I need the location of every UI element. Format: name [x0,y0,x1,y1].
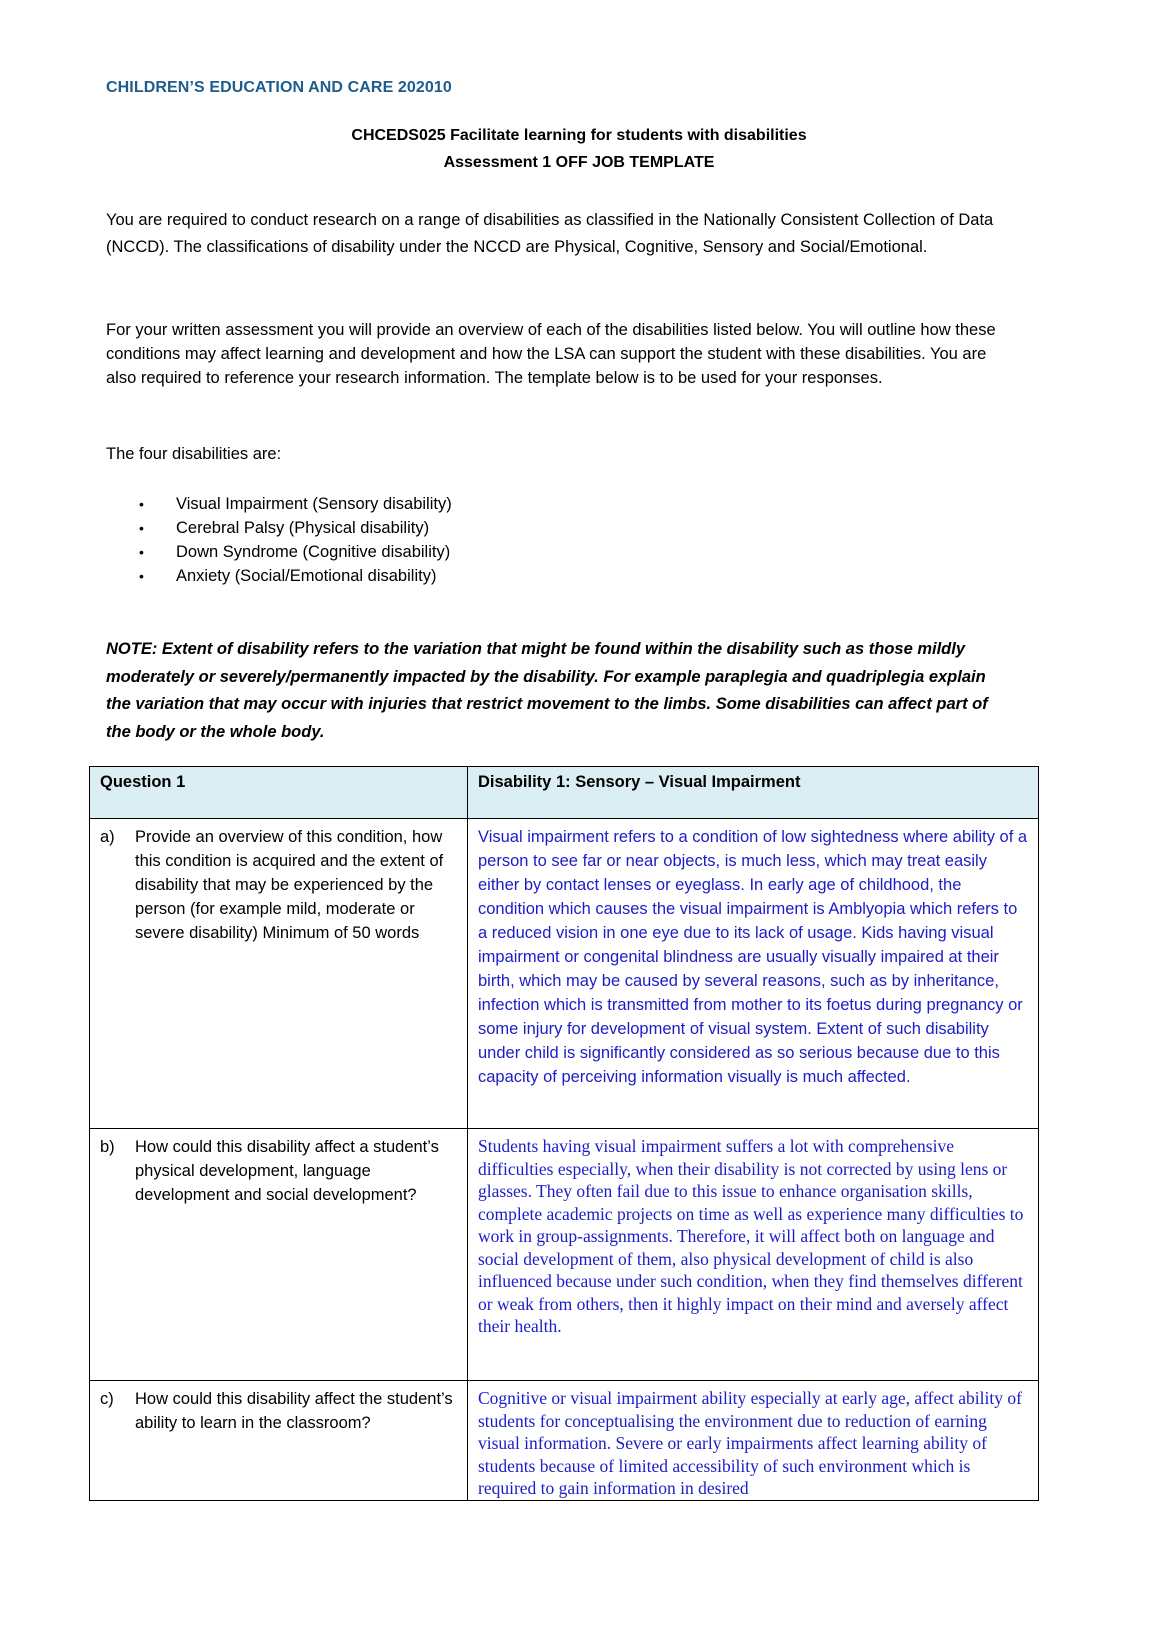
question-text: How could this disability affect the student’s ability to learn in the classroom? [135,1390,453,1432]
table-header-row [90,767,1039,819]
question-text: Provide an overview of this condition, how this condition is acquired and the extent of disability that may be experienced by the person (for example mild, moderate or severe disability) Minimum of 50 words [135,828,444,942]
list-item [106,540,806,564]
disability-label: Anxiety (Social/Emotional disability) [176,567,437,585]
question-letter: a) [100,828,115,846]
intro-paragraph-2: For your written assessment you will provide an overview of each of the disabilities listed below. You will outline how these conditions may affect learning and development and how the LSA can support the student with these disabilities. You are also required to reference your research information. The template below is to be used for your responses. [106,321,996,387]
question-letter: c) [100,1390,114,1408]
disability-label: Down Syndrome (Cognitive disability) [176,543,451,561]
bullet-icon: • [139,544,144,560]
table-header-question: Question 1 [90,767,468,819]
question-cell [90,819,468,1129]
organisation-header: CHILDREN’S EDUCATION AND CARE 202010 [106,79,452,96]
assessment-title: Assessment 1 OFF JOB TEMPLATE [443,154,715,171]
unit-title: CHCEDS025 Facilitate learning for students with disabilities [351,127,807,144]
question-table [89,766,1039,1501]
disabilities-list [106,492,806,588]
question-text: How could this disability affect a student’s physical development, language development and social development? [135,1138,439,1204]
table-header-disability: Disability 1: Sensory – Visual Impairment [468,767,1039,819]
disability-label: Visual Impairment (Sensory disability) [176,495,452,513]
question-cell [90,1129,468,1381]
table-row [90,819,1039,1129]
answer-cell: Visual impairment refers to a condition of low sightedness where ability of a person to see far or near objects, is much less, which may treat easily either by contact lenses or eyeglass. In early age of childhood, the condition which causes the visual impairment is Amblyopia which refers to a reduced vision in one eye due to its lack of usage. Kids having visual impairment or congenital blindness are usually visually impaired at their birth, which may be caused by several reasons, such as by inheritance, infection which is transmitted from mother to its foetus during pregnancy or some injury for development of visual system. Extent of such disability under child is significantly considered as so serious because due to this capacity of perceiving information visually is much affected. [468,819,1039,1129]
bullet-icon: • [139,496,144,512]
answer-cell: Cognitive or visual impairment ability especially at early age, affect ability of students for conceptualising the environment due to reduction of earning visual information. Severe or early impairments affect learning ability of students because of limited accessibility of such environment which is required to gain information in desired [468,1381,1039,1501]
table-row [90,1129,1039,1381]
list-item [106,492,806,516]
note-paragraph: NOTE: Extent of disability refers to the variation that might be found within the disability such as those mildly moderately or severely/permanently impacted by the disability. For example paraplegia and quadriplegia explain the variation that may occur with injuries that restrict movement to the limbs. Some disabilities can affect part of the body or the whole body. [106,640,988,741]
disabilities-list-heading: The four disabilities are: [106,445,282,463]
list-item [106,516,806,540]
answer-cell: Students having visual impairment suffers a lot with comprehensive difficulties especially, when their disability is not corrected by using lens or glasses. They often fail due to this issue to enhance organisation skills, complete academic projects on time as well as experience many difficulties to work in group-assignments. Therefore, it will affect both on language and social development of them, also physical development of child is also influenced because under such condition, when they find themselves different or weak from others, then it highly impact on their mind and aversely affect their health. [468,1129,1039,1381]
disability-label: Cerebral Palsy (Physical disability) [176,519,430,537]
bullet-icon: • [139,568,144,584]
list-item [106,564,806,588]
table-row [90,1381,1039,1501]
intro-paragraph-1: You are required to conduct research on a range of disabilities as classified in the Nationally Consistent Collection of Data (NCCD). The classifications of disability under the NCCD are Physical, Cognitive, Sensory and Social/Emotional. [106,211,994,256]
bullet-icon: • [139,520,144,536]
question-cell [90,1381,468,1501]
question-letter: b) [100,1138,115,1156]
